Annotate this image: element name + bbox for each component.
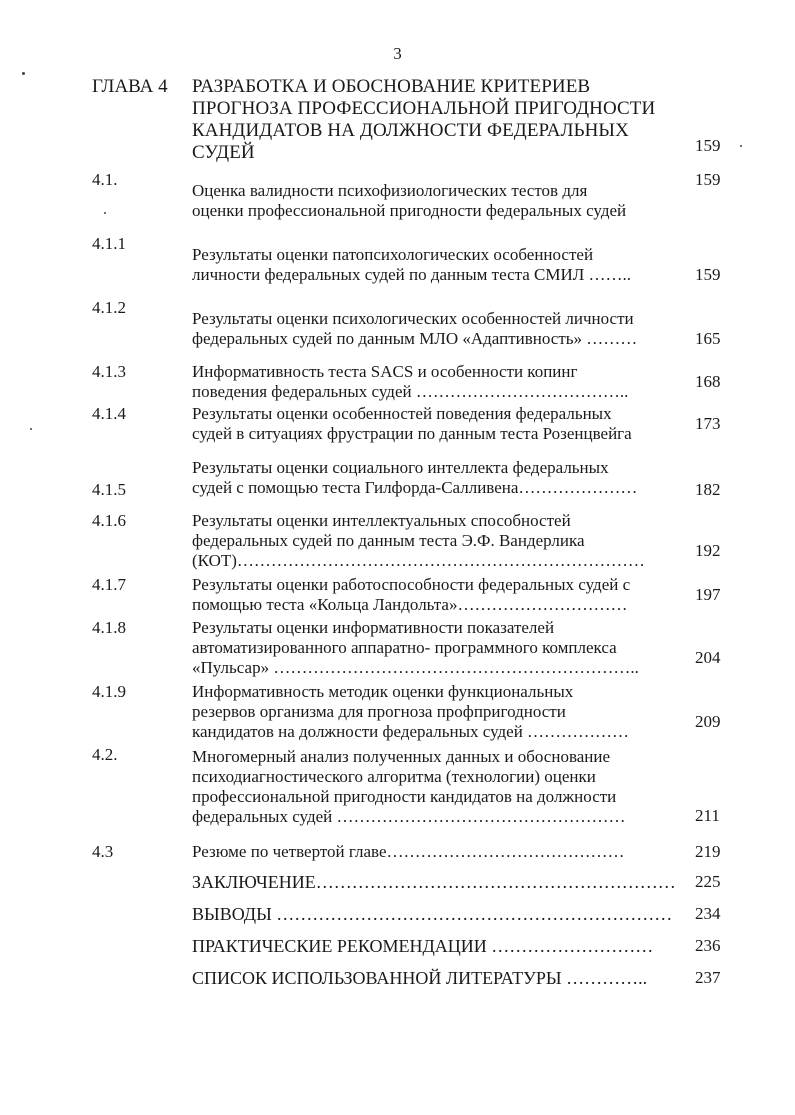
scan-speck: [30, 428, 32, 430]
entry-title: [192, 362, 684, 402]
entry-page: 192: [695, 541, 721, 560]
entry-page: 159: [695, 265, 721, 284]
entry-page: 168: [695, 372, 721, 391]
closing-page: 237: [695, 968, 721, 987]
entry-number: 4.1.4: [92, 404, 126, 423]
entry-number: 4.3: [92, 842, 114, 861]
closing-title: СПИСОК ИСПОЛЬЗОВАННОЙ ЛИТЕРАТУРЫ …………..: [192, 968, 648, 988]
entry-page: 165: [695, 329, 721, 348]
entry-number: 4.1.3: [92, 362, 126, 381]
entry-title: [192, 404, 684, 444]
closing-title: ПРАКТИЧЕСКИЕ РЕКОМЕНДАЦИИ ………………………: [192, 936, 654, 956]
entry-title: [192, 458, 684, 498]
entry-line: федеральных судей по данным теста Э.Ф. Вандерлика: [192, 531, 585, 550]
entry-line: «Пульсар» ………………………………………………………..: [192, 658, 639, 677]
entry-line: судей в ситуациях фрустрации по данным теста Розенцвейга: [192, 424, 632, 443]
entry-number: 4.1.2: [92, 298, 126, 317]
entry-line: психодиагностического алгоритма (технологии) оценки: [192, 767, 596, 786]
entry-line: судей с помощью теста Гилфорда-Салливена…………………: [192, 478, 638, 497]
chapter-title-line: КАНДИДАТОВ НА ДОЛЖНОСТИ ФЕДЕРАЛЬНЫХ: [192, 120, 629, 141]
entry-line: Результаты оценки особенностей поведения федеральных: [192, 404, 612, 423]
entry-line: Результаты оценки информативности показателей: [192, 618, 555, 637]
entry-number: 4.1.6: [92, 511, 126, 530]
entry-line: Резюме по четвертой главе……………………………………: [192, 842, 625, 861]
entry-line: Результаты оценки интеллектуальных способностей: [192, 511, 571, 530]
scan-speck: [740, 145, 742, 147]
entry-page: 182: [695, 480, 721, 499]
entry-number: 4.2.: [92, 745, 118, 764]
entry-line: резервов организма для прогноза профпригодности: [192, 702, 566, 721]
entry-page: 173: [695, 414, 721, 433]
entry-line: помощью теста «Кольца Ландольта»…………………………: [192, 595, 628, 614]
entry-line: Результаты оценки патопсихологических особенностей: [192, 245, 594, 264]
entry-number: 4.1.7: [92, 575, 126, 594]
entry-page: 204: [695, 648, 721, 667]
entry-line: (КОТ)………………………………………………………………: [192, 551, 645, 570]
entry-title: [192, 181, 684, 221]
entry-line: оценки профессиональной пригодности федеральных судей: [192, 201, 627, 220]
closing-title: ВЫВОДЫ …………………………………………………………: [192, 904, 673, 924]
entry-line: поведения федеральных судей ………………………………..: [192, 382, 629, 401]
entry-line: Многомерный анализ полученных данных и обоснование: [192, 747, 611, 766]
page-number: 3: [393, 44, 402, 63]
closing-page: 225: [695, 872, 721, 891]
scan-speck: [104, 212, 106, 214]
entry-title: [192, 682, 684, 742]
entry-line: Результаты оценки социального интеллекта федеральных: [192, 458, 609, 477]
chapter-title: [192, 76, 667, 164]
entry-title: [192, 747, 684, 827]
entry-page: 209: [695, 712, 721, 731]
scan-speck: [22, 72, 25, 75]
entry-line: Оценка валидности психофизиологических тестов для: [192, 181, 588, 200]
chapter-title-line: РАЗРАБОТКА И ОБОСНОВАНИЕ КРИТЕРИЕВ: [192, 76, 591, 97]
entry-line: Результаты оценки психологических особенностей личности: [192, 309, 634, 328]
entry-title: [192, 245, 684, 285]
closing-title: ЗАКЛЮЧЕНИЕ……………………………………………………: [192, 872, 676, 892]
chapter-label: ГЛАВА 4: [92, 76, 168, 97]
entry-title: [192, 309, 684, 349]
entry-line: автоматизированного аппаратно- программного комплекса: [192, 638, 617, 657]
entry-page: 159: [695, 170, 721, 189]
entry-page: 211: [695, 806, 720, 825]
entry-line: Информативность теста SACS и особенности копинг: [192, 362, 578, 381]
entry-number: 4.1.8: [92, 618, 126, 637]
entry-number: 4.1.5: [92, 480, 126, 499]
entry-title: [192, 575, 684, 615]
entry-number: 4.1.: [92, 170, 118, 189]
entry-page: 197: [695, 585, 721, 604]
entry-title: [192, 842, 684, 862]
entry-number: 4.1.1: [92, 234, 126, 253]
entry-line: профессиональной пригодности кандидатов на должности: [192, 787, 617, 806]
entry-title: [192, 618, 684, 678]
entry-line: личности федеральных судей по данным теста СМИЛ ……..: [192, 265, 632, 284]
chapter-page: 159: [695, 136, 721, 155]
closing-page: 236: [695, 936, 721, 955]
chapter-title-line: СУДЕЙ: [192, 142, 255, 163]
entry-line: федеральных судей по данным МЛО «Адаптивность» ………: [192, 329, 638, 348]
entry-number: 4.1.9: [92, 682, 126, 701]
entry-line: Информативность методик оценки функциональных: [192, 682, 574, 701]
chapter-title-line: ПРОГНОЗА ПРОФЕССИОНАЛЬНОЙ ПРИГОДНОСТИ: [192, 98, 656, 119]
closing-page: 234: [695, 904, 721, 923]
entry-title: [192, 511, 684, 571]
entry-line: кандидатов на должности федеральных судей ………………: [192, 722, 630, 741]
entry-line: Результаты оценки работоспособности федеральных судей с: [192, 575, 631, 594]
entry-line: федеральных судей ……………………………………………: [192, 807, 626, 826]
entry-page: 219: [695, 842, 721, 861]
